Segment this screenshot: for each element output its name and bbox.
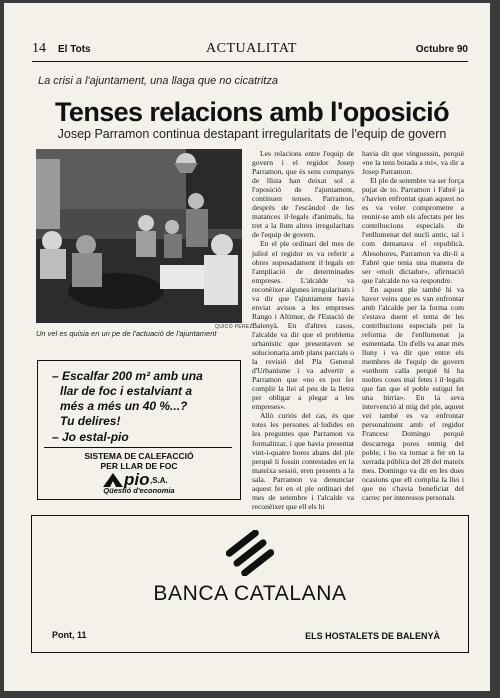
page-header — [32, 41, 468, 61]
article-paragraph: Les relacions entre l'equip de govern i el regidor Josep Parramon, que és sens companys de llista han deixat sol a l'oposició de l'ajuntament, continuen tenses. Parramon, després de l'escàndol de les matances il·legals d'animals, ha tret a la llum altres irregularitats de l'equip de govern. — [252, 149, 354, 240]
issue-date: Octubre 90 — [415, 44, 468, 55]
page-number: 14 — [32, 41, 46, 56]
ad-heading-line: Tu delires! — [60, 414, 121, 428]
branch-address: Pont, 11 — [52, 630, 87, 640]
article-paragraph: havia dit que vinguessin, perquè «ne la tens botada a mi», va dir a Josep Parramon. — [362, 149, 464, 177]
article-paragraph: En el ple ordinari del mes de juliol el regidor es va referir a obres suposadament il·legals en l'ampliació de determinades empreses. L'alcalde va reconèixer algunes irregularitats i va dir que l'ajuntament havia enviat avisos a les empreses Rango i Altimur, de l'Estació de Balenyà. En d'altres casos, l'alcalde va dir que el problema urbanístic que presentaven se solucionaria amb plans parcials o la revisió del Pla General d'Urbanisme i va advertir a Parramon que «no es pot fer complir la llei al peu de la lletra per obligar a plegar a les empreses». — [252, 239, 354, 412]
bank-advertisement — [31, 515, 469, 653]
article-paragraph: Allò curiós del cas, és que totes les persones al·ludides en les preguntes que Parramon va formalitzar, i que havia presentat vint-i-quatre hores abans del ple perquè li fossin contestades en la mateixa sessió, eren presents a la sala. Parramon va denunciar aquest fet en el ple ordinari del mes de setembre i l'alcalde va reconèixer que ell els hi — [252, 411, 354, 511]
header-rule — [32, 61, 468, 62]
bank-name: BANCA CATALANA — [153, 582, 347, 605]
ad-heading-line: – Jo estal-pio — [52, 430, 129, 444]
ad-tagline: SISTEMA DE CALEFACCIÓ — [84, 451, 194, 461]
photo-caption: Un vel es quisia en un pe de l'actuació de l'ajuntament — [36, 329, 217, 338]
branch-name: ELS HOSTALETS DE BALENYÀ — [305, 631, 440, 641]
article-paragraph: En aquest ple també hi va haver veins que es van enfrontar amb l'alcalde per la forma com s'estava duent el tema de les contribucions especials per la reforma de l'enllumenat ja esmentada. Un d'ells va anar més lluny i va dir que entre els membres de l'equip de govern «sothom calla perquè hi ha moltes coses mal fetes i il·legals que fan que el poble estigui fet una birria». En la seva intervenció al mig del ple, aquest veí també es va enfrontar personalment amb el regidor Francesc Domingo perquè descarrega pores enmig del poble, i ho va tornar a fer en la xerrada pública del 28 del mateix mes. Domingo va dir en les dues ocasions que ell complia la llei i que no s'havia beneficiat del carrec per interessos personals — [362, 284, 464, 502]
meeting-photo-illustration — [36, 149, 242, 323]
ad-heading-line: llar de foc i estalviant a — [60, 384, 193, 398]
article-subheadline: Josep Parramon continua destapant irregularitats de l'equip de govern — [57, 127, 447, 141]
article-column-2 — [362, 149, 464, 502]
ad-tagline: PER LLAR DE FOC — [100, 461, 178, 471]
magazine-page — [4, 3, 490, 691]
article-kicker: La crisi a l'ajuntament, una llaga que no cicatritza — [38, 75, 278, 87]
ad-heading-line: més a més un 40 %...? — [60, 399, 188, 413]
ad-divider — [44, 447, 232, 448]
photo-credit: QUICO PEREZ — [215, 324, 253, 330]
pio-suffix: ,S.A. — [150, 476, 168, 485]
ad-heading-line: – Escalfar 200 m² amb una — [52, 369, 203, 383]
article-photo — [36, 149, 242, 323]
heating-advertisement — [37, 360, 241, 500]
article-headline: Tenses relacions amb l'oposició — [55, 97, 449, 127]
article-paragraph: El ple de setembre va ser força pujat de to. Parramon i Fabré ja s'havien enfrontat quan aquest no es va voler comprometre a reunir-se amb els afectats per les contribucions especials de l'enllumenat del nucli antic, tal i com demanava el republicà. Alesohores, Parramon va dir-li a Fabré que tenia una manera de ser «molt dictador», afirmació que l'alcalde no va respondre. — [362, 176, 464, 285]
section-title: ACTUALITAT — [206, 41, 297, 56]
publication-name: El Tots — [58, 44, 91, 55]
bank-logo-icon — [226, 530, 274, 576]
pio-brand: pio — [124, 470, 150, 489]
ad-slogan: Qüestió d'economia — [103, 486, 175, 495]
article-column-1 — [252, 149, 354, 511]
